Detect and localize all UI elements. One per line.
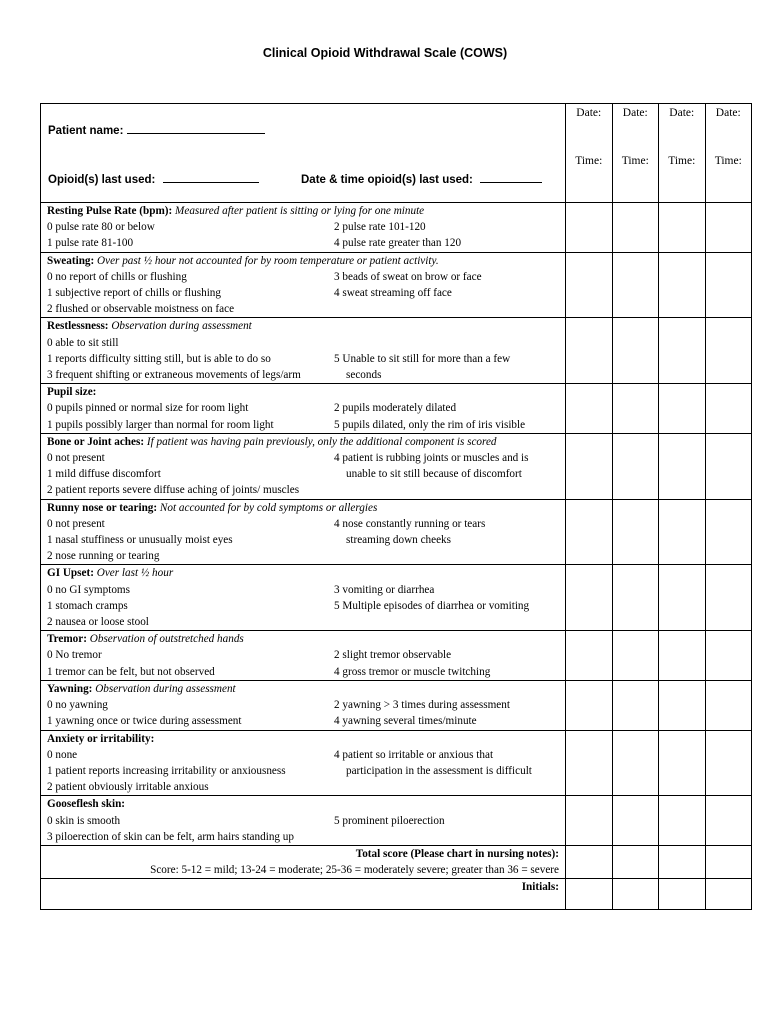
score-cell[interactable]	[566, 565, 613, 631]
total-score-cell[interactable]	[705, 845, 752, 878]
score-option: 3 vomiting or diarrhea	[334, 583, 435, 596]
item-name: Runny nose or tearing:	[47, 501, 158, 514]
time-label: Time:	[621, 155, 649, 167]
item-name: Tremor:	[47, 633, 87, 646]
score-cell[interactable]	[566, 318, 613, 384]
score-option: 0 pupils pinned or normal size for room light	[47, 402, 249, 415]
score-option: 5 pupils dilated, only the rim of iris visible	[334, 418, 526, 431]
assessment-column-2[interactable]	[612, 104, 659, 203]
score-cell[interactable]	[612, 730, 659, 796]
score-option: 5 Multiple episodes of diarrhea or vomiting	[334, 599, 530, 612]
item-heading	[47, 681, 565, 697]
score-cell[interactable]	[612, 203, 659, 253]
score-cell[interactable]	[705, 252, 752, 318]
score-option: 1 mild diffuse discomfort	[47, 468, 161, 481]
item-name: Pupil size:	[47, 386, 97, 399]
score-cell[interactable]	[612, 384, 659, 434]
score-option: participation in the assessment is difficult	[346, 764, 532, 777]
score-cell[interactable]	[659, 252, 706, 318]
total-row	[41, 845, 752, 878]
item-heading	[47, 384, 565, 400]
score-option: 4 sweat streaming off face	[334, 287, 452, 300]
score-option: 1 pulse rate 81-100	[47, 237, 134, 250]
score-option: 2 patient reports severe diffuse aching of joints/ muscles	[47, 484, 300, 497]
score-option: 2 yawning > 3 times during assessment	[334, 699, 510, 712]
item-name: Anxiety or irritability:	[47, 732, 155, 745]
item-heading	[47, 434, 565, 450]
item-description-cell	[41, 318, 566, 384]
score-cell[interactable]	[566, 631, 613, 681]
score-option: 1 reports difficulty sitting still, but is able to do so	[47, 352, 271, 365]
total-score-cell[interactable]	[612, 845, 659, 878]
item-note: Observation of outstretched hands	[89, 633, 244, 646]
score-cell[interactable]	[705, 433, 752, 499]
item-row	[41, 796, 752, 846]
score-option: 0 pulse rate 80 or below	[47, 221, 155, 234]
item-note: Over last ½ hour	[96, 567, 174, 580]
date-time-last-used-label: Date & time opioid(s) last used:	[301, 174, 473, 186]
score-option: 5 Unable to sit still for more than a few	[334, 352, 511, 365]
date-label: Date:	[669, 107, 695, 119]
item-heading	[47, 565, 565, 581]
score-option: 0 no report of chills or flushing	[47, 270, 187, 283]
score-cell[interactable]	[659, 631, 706, 681]
score-option: 4 pulse rate greater than 120	[334, 237, 462, 250]
total-score-cell[interactable]	[566, 845, 613, 878]
score-option: 4 yawning several times/minute	[334, 715, 477, 728]
score-option: 1 stomach cramps	[47, 599, 128, 612]
item-row	[41, 318, 752, 384]
score-option: unable to sit still because of discomfort	[346, 468, 522, 481]
score-cell[interactable]	[659, 565, 706, 631]
time-label: Time:	[575, 155, 603, 167]
score-option: 3 piloerection of skin can be felt, arm hairs standing up	[47, 830, 294, 843]
score-option: seconds	[346, 369, 382, 382]
item-heading	[47, 731, 565, 747]
item-name: Sweating:	[47, 254, 95, 267]
score-option: 0 able to sit still	[47, 336, 119, 349]
score-option: 2 pulse rate 101-120	[334, 221, 426, 234]
item-row	[41, 384, 752, 434]
item-row	[41, 499, 752, 565]
total-score-label: Total score (Please chart in nursing notes):	[355, 847, 559, 860]
score-option: 0 none	[47, 748, 78, 761]
item-row	[41, 680, 752, 730]
item-heading	[47, 631, 565, 647]
score-cell[interactable]	[705, 680, 752, 730]
item-name: GI Upset:	[47, 567, 94, 580]
score-option: 0 no yawning	[47, 699, 108, 712]
score-cell[interactable]	[659, 680, 706, 730]
score-cell[interactable]	[705, 796, 752, 846]
item-row	[41, 252, 752, 318]
score-cell[interactable]	[659, 730, 706, 796]
score-cell[interactable]	[659, 433, 706, 499]
item-note: Observation during assessment	[95, 682, 236, 695]
score-option: 2 patient obviously irritable anxious	[47, 781, 209, 794]
score-option: 0 No tremor	[47, 649, 102, 662]
score-cell[interactable]	[566, 203, 613, 253]
form-title: Clinical Opioid Withdrawal Scale (COWS)	[262, 46, 508, 60]
score-option: 2 slight tremor observable	[334, 649, 452, 662]
score-cell[interactable]	[659, 203, 706, 253]
initials-row	[41, 879, 752, 910]
score-option: 2 flushed or observable moistness on face	[47, 303, 235, 316]
score-cell[interactable]	[612, 565, 659, 631]
item-name: Resting Pulse Rate (bpm):	[47, 205, 173, 217]
score-option: 3 frequent shifting or extraneous movements of legs/arm	[47, 369, 301, 382]
score-option: 1 yawning once or twice during assessment	[47, 715, 242, 728]
item-description-cell	[41, 499, 566, 565]
item-row	[41, 433, 752, 499]
score-cell[interactable]	[566, 680, 613, 730]
item-heading	[47, 500, 565, 516]
item-heading	[47, 253, 565, 269]
score-cell[interactable]	[705, 499, 752, 565]
date-label: Date:	[622, 107, 648, 119]
time-label: Time:	[714, 155, 742, 167]
item-name: Gooseflesh skin:	[47, 798, 126, 811]
score-cell[interactable]	[659, 796, 706, 846]
score-cell[interactable]	[612, 433, 659, 499]
assessment-column-1[interactable]	[566, 104, 613, 203]
initials-field[interactable]	[566, 879, 613, 910]
score-cell[interactable]	[612, 252, 659, 318]
score-option: 0 not present	[47, 452, 105, 465]
score-cell[interactable]	[659, 318, 706, 384]
opioids-last-used-field[interactable]	[163, 172, 259, 183]
score-cell[interactable]	[612, 318, 659, 384]
item-row	[41, 565, 752, 631]
score-option: 4 patient is rubbing joints or muscles and is	[334, 452, 529, 465]
item-description-cell	[41, 631, 566, 681]
item-description-cell	[41, 384, 566, 434]
item-note: If patient was having pain previously, only the additional component is scored	[146, 435, 497, 448]
item-note: Measured after patient is sitting or lying for one minute	[175, 205, 425, 217]
item-name: Bone or Joint aches:	[47, 435, 145, 448]
score-option: 1 patient reports increasing irritability or anxiousness	[47, 764, 286, 777]
score-cell[interactable]	[705, 631, 752, 681]
initials-field[interactable]	[659, 879, 706, 910]
item-description-cell	[41, 680, 566, 730]
score-cell[interactable]	[659, 499, 706, 565]
total-score-cell[interactable]	[659, 845, 706, 878]
score-scale: Score: 5-12 = mild; 13-24 = moderate; 25-36 = moderately severe; greater than 36 = severe	[150, 864, 559, 877]
item-name: Restlessness:	[47, 320, 109, 333]
patient-info-cell	[41, 104, 566, 203]
cows-table	[40, 103, 752, 910]
score-cell[interactable]	[612, 631, 659, 681]
item-description-cell	[41, 565, 566, 631]
score-option: 0 no GI symptoms	[47, 583, 130, 596]
patient-name-field[interactable]	[127, 123, 265, 134]
patient-name-label: Patient name:	[48, 125, 124, 137]
score-option: 5 prominent piloerection	[334, 814, 445, 827]
score-cell[interactable]	[705, 384, 752, 434]
score-option: 4 gross tremor or muscle twitching	[334, 665, 491, 678]
initials-field[interactable]	[612, 879, 659, 910]
score-option: 0 not present	[47, 517, 105, 530]
score-cell[interactable]	[612, 680, 659, 730]
item-row	[41, 631, 752, 681]
score-option: 1 nasal stuffiness or unusually moist eyes	[47, 534, 233, 547]
date-label: Date:	[715, 107, 741, 119]
date-time-last-used-field[interactable]	[480, 172, 542, 183]
initials-field[interactable]	[705, 879, 752, 910]
score-option: 4 patient so irritable or anxious that	[334, 748, 494, 761]
score-option: streaming down cheeks	[346, 534, 452, 547]
score-cell[interactable]	[566, 796, 613, 846]
score-option: 2 pupils moderately dilated	[334, 402, 457, 415]
assessment-column-4[interactable]	[705, 104, 752, 203]
total-cell	[41, 845, 566, 878]
item-note: Observation during assessment	[111, 320, 252, 333]
score-cell[interactable]	[566, 384, 613, 434]
item-heading	[47, 203, 565, 219]
score-option: 4 nose constantly running or tears	[334, 517, 486, 530]
score-cell[interactable]	[566, 433, 613, 499]
score-cell[interactable]	[612, 796, 659, 846]
item-heading	[47, 318, 565, 334]
item-description-cell	[41, 730, 566, 796]
assessment-column-3[interactable]	[659, 104, 706, 203]
header-row	[41, 104, 752, 203]
item-row	[41, 730, 752, 796]
opioids-last-used-label: Opioid(s) last used:	[48, 174, 156, 186]
initials-label: Initials:	[521, 881, 559, 894]
score-cell[interactable]	[705, 203, 752, 253]
score-cell[interactable]	[612, 499, 659, 565]
score-cell[interactable]	[705, 565, 752, 631]
initials-cell	[41, 879, 566, 910]
score-option: 1 tremor can be felt, but not observed	[47, 665, 215, 678]
score-option: 2 nose running or tearing	[47, 550, 160, 563]
score-cell[interactable]	[705, 730, 752, 796]
score-cell[interactable]	[566, 730, 613, 796]
score-option: 1 pupils possibly larger than normal for room light	[47, 418, 274, 431]
score-cell[interactable]	[659, 384, 706, 434]
score-option: 2 nausea or loose stool	[47, 616, 149, 629]
score-cell[interactable]	[566, 252, 613, 318]
item-name: Yawning:	[47, 682, 93, 695]
date-label: Date:	[576, 107, 602, 119]
time-label: Time:	[668, 155, 696, 167]
item-note: Over past ½ hour not accounted for by room temperature or patient activity.	[97, 254, 439, 267]
item-row	[41, 203, 752, 253]
item-description-cell	[41, 433, 566, 499]
score-cell[interactable]	[566, 499, 613, 565]
score-option: 3 beads of sweat on brow or face	[334, 270, 482, 283]
item-heading	[47, 796, 565, 812]
item-description-cell	[41, 796, 566, 846]
item-description-cell	[41, 252, 566, 318]
item-note: Not accounted for by cold symptoms or allergies	[159, 501, 378, 514]
score-cell[interactable]	[705, 318, 752, 384]
item-description-cell	[41, 203, 566, 253]
score-option: 0 skin is smooth	[47, 814, 121, 827]
score-option: 1 subjective report of chills or flushing	[47, 287, 221, 300]
